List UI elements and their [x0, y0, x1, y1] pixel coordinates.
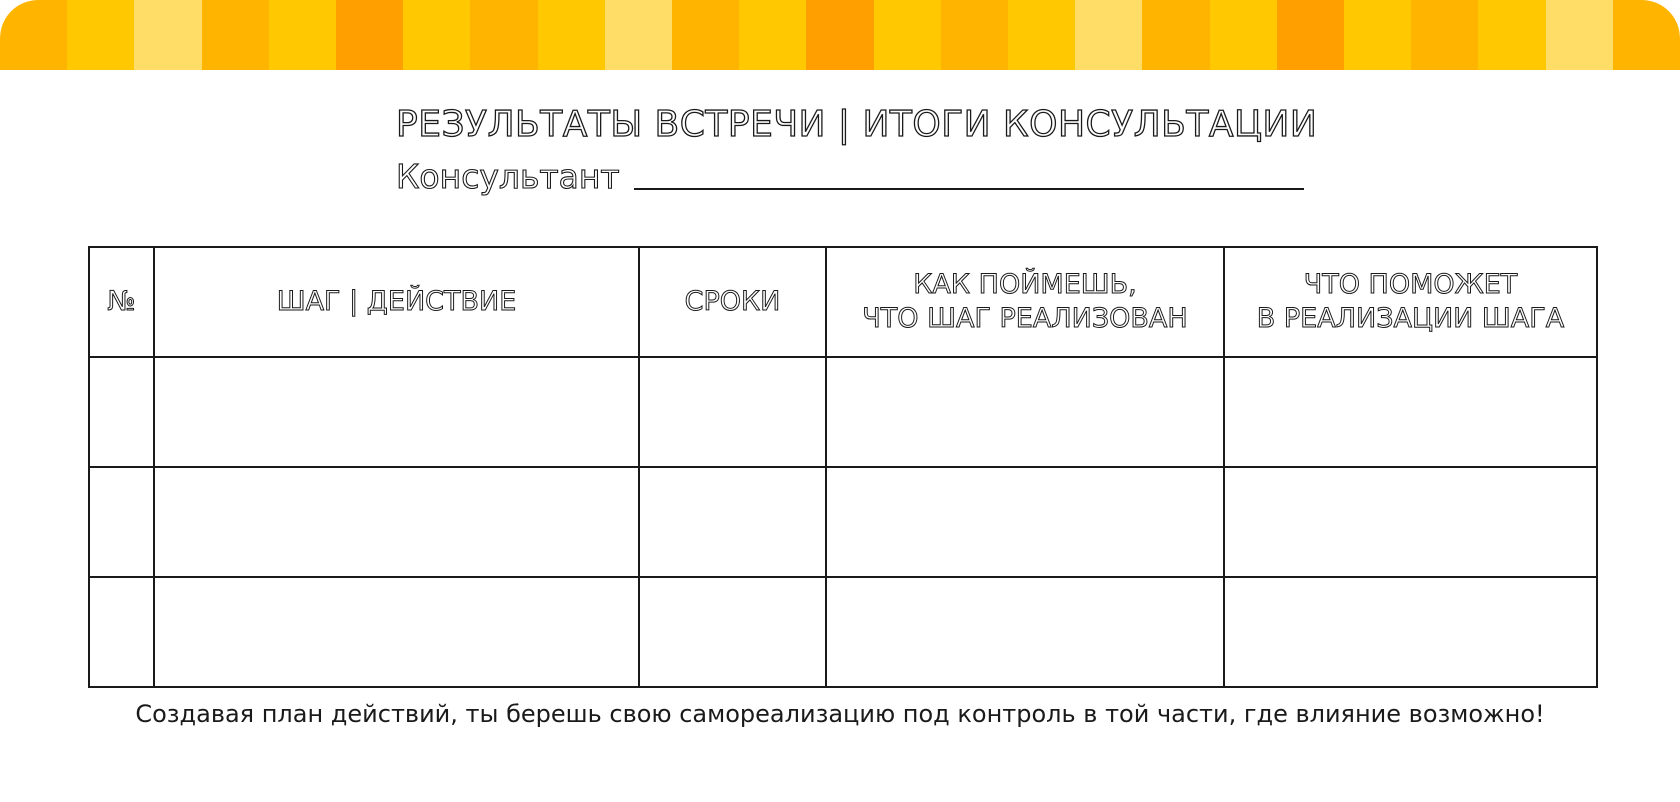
consultant-label: Консультант: [396, 157, 620, 196]
cell-step[interactable]: [154, 577, 639, 687]
cell-step[interactable]: [154, 467, 639, 577]
cell-completion-criteria[interactable]: [826, 357, 1224, 467]
cell-support[interactable]: [1224, 577, 1597, 687]
cell-step[interactable]: [154, 357, 639, 467]
table-row: [89, 357, 1597, 467]
stripe-segment: [202, 0, 269, 70]
footer-motto: Создавая план действий, ты берешь свою самореализацию под контроль в той части, где влияние возможно!: [135, 700, 1545, 728]
cell-number[interactable]: [89, 467, 154, 577]
column-header-number: №: [89, 247, 154, 357]
stripe-segment: [269, 0, 336, 70]
column-header-support: ЧТО ПОМОЖЕТ В РЕАЛИЗАЦИИ ШАГА: [1224, 247, 1597, 357]
cell-deadline[interactable]: [639, 467, 826, 577]
stripe-segment: [739, 0, 806, 70]
stripe-segment: [605, 0, 672, 70]
stripe-segment: [1546, 0, 1613, 70]
stripe-segment: [1613, 0, 1680, 70]
action-plan-table: [88, 246, 1598, 688]
stripe-segment: [672, 0, 739, 70]
column-header-step: ШАГ | ДЕЙСТВИЕ: [154, 247, 639, 357]
stripe-segment: [134, 0, 201, 70]
stripe-segment: [1411, 0, 1478, 70]
cell-number[interactable]: [89, 577, 154, 687]
stripe-segment: [1210, 0, 1277, 70]
stripe-segment: [806, 0, 873, 70]
stripe-segment: [336, 0, 403, 70]
table-row: [89, 577, 1597, 687]
cell-deadline[interactable]: [639, 577, 826, 687]
cell-completion-criteria[interactable]: [826, 577, 1224, 687]
consultant-field: [396, 157, 1304, 196]
cell-support[interactable]: [1224, 467, 1597, 577]
stripe-segment: [874, 0, 941, 70]
stripe-segment: [470, 0, 537, 70]
decorative-stripe: [0, 0, 1680, 70]
stripe-segment: [1075, 0, 1142, 70]
page-title: РЕЗУЛЬТАТЫ ВСТРЕЧИ | ИТОГИ КОНСУЛЬТАЦИИ: [396, 104, 1318, 145]
cell-completion-criteria[interactable]: [826, 467, 1224, 577]
stripe-segment: [1142, 0, 1209, 70]
stripe-segment: [538, 0, 605, 70]
cell-support[interactable]: [1224, 357, 1597, 467]
stripe-segment: [67, 0, 134, 70]
cell-deadline[interactable]: [639, 357, 826, 467]
stripe-segment: [1008, 0, 1075, 70]
stripe-segment: [403, 0, 470, 70]
consultant-signature-line[interactable]: [634, 188, 1304, 190]
stripe-segment: [941, 0, 1008, 70]
stripe-segment: [1478, 0, 1545, 70]
column-header-deadline: СРОКИ: [639, 247, 826, 357]
cell-number[interactable]: [89, 357, 154, 467]
stripe-segment: [1277, 0, 1344, 70]
table-row: [89, 467, 1597, 577]
table-header-row: [89, 247, 1597, 357]
column-header-completion-criteria: КАК ПОЙМЕШЬ, ЧТО ШАГ РЕАЛИЗОВАН: [826, 247, 1224, 357]
stripe-segment: [0, 0, 67, 70]
stripe-segment: [1344, 0, 1411, 70]
